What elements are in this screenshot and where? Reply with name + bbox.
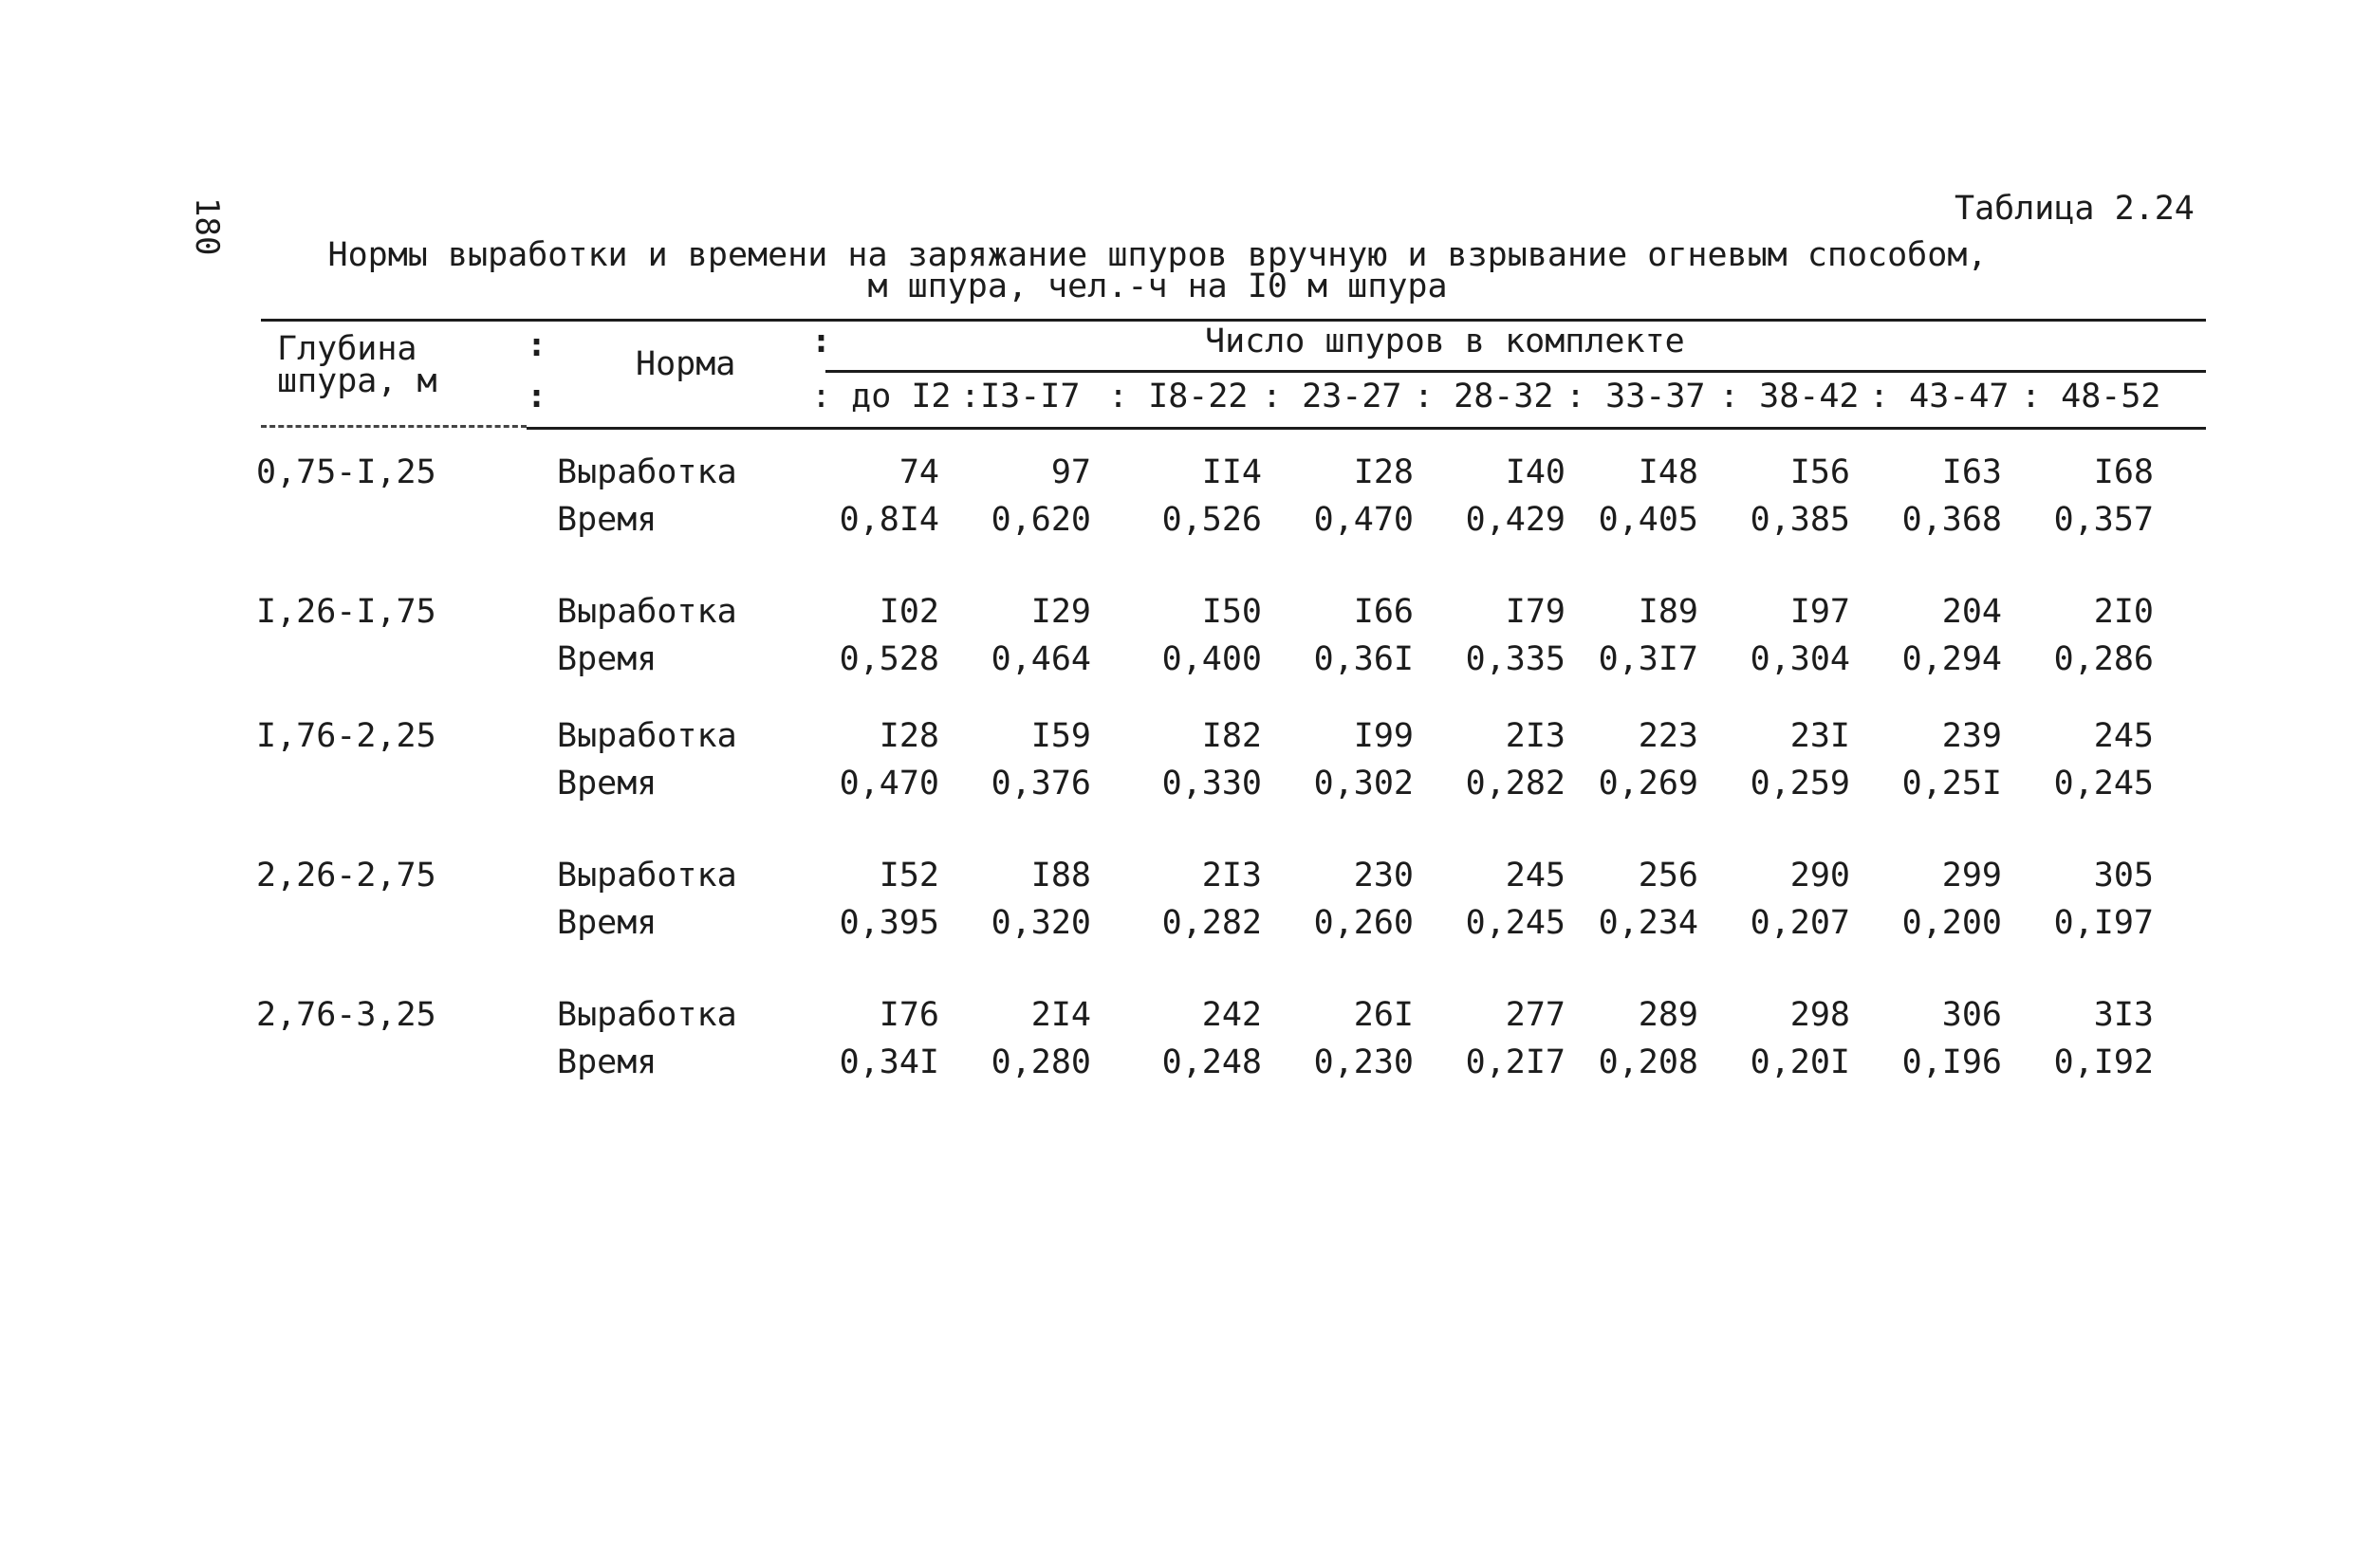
table-cell: 0,25I xyxy=(1901,765,2002,802)
table-cell: 0,400 xyxy=(1161,640,1262,678)
page-number: 180 xyxy=(188,197,226,256)
row-label-output: Выработка xyxy=(557,717,737,755)
table-cell: 0,3I7 xyxy=(1598,640,1698,678)
table-cell: 299 xyxy=(1941,857,2002,895)
row-label-time: Время xyxy=(557,640,658,678)
table-cell: II4 xyxy=(1201,453,1262,491)
table-cell: 0,304 xyxy=(1750,640,1850,678)
row-label-time: Время xyxy=(557,1043,658,1081)
shot-count-group-header: Число шпуров в комплекте xyxy=(1205,323,1685,360)
table-cell: 0,282 xyxy=(1465,765,1566,802)
table-cell: 245 xyxy=(2093,717,2154,755)
table-label: Таблица 2.24 xyxy=(1955,190,2195,228)
table-cell: 0,I96 xyxy=(1901,1043,2002,1081)
table-cell: 0,335 xyxy=(1465,640,1566,678)
depth-header-line-2: шпура, м xyxy=(277,362,437,400)
depth-header-line-1: Глубина xyxy=(277,330,417,368)
table-cell: 242 xyxy=(1201,996,1262,1034)
row-label-time: Время xyxy=(557,765,658,802)
table-cell: 0,526 xyxy=(1161,501,1262,539)
table-cell: 223 xyxy=(1638,717,1698,755)
table-cell: 0,330 xyxy=(1161,765,1262,802)
table-cell: I89 xyxy=(1638,593,1698,631)
column-header: : I8-22 xyxy=(1108,378,1249,415)
table-cell: 277 xyxy=(1505,996,1566,1034)
header-colon-separator: : xyxy=(527,326,547,364)
column-header: : 23-27 xyxy=(1262,378,1402,415)
table-cell: I02 xyxy=(879,593,939,631)
table-cell: 256 xyxy=(1638,857,1698,895)
table-cell: 74 xyxy=(899,453,939,491)
table-cell: 0,245 xyxy=(2053,765,2154,802)
table-cell: 2I3 xyxy=(1201,857,1262,895)
row-label-output: Выработка xyxy=(557,453,737,491)
column-header: : 38-42 xyxy=(1719,378,1860,415)
column-header: : 33-37 xyxy=(1566,378,1706,415)
table-cell: 3I3 xyxy=(2093,996,2154,1034)
table-cell: 0,368 xyxy=(1901,501,2002,539)
table-cell: I28 xyxy=(879,717,939,755)
table-cell: 0,36I xyxy=(1313,640,1414,678)
table-cell: 0,8I4 xyxy=(839,501,939,539)
depth-header-underline xyxy=(261,425,527,428)
table-cell: 0,620 xyxy=(991,501,1091,539)
table-cell: 26I xyxy=(1353,996,1414,1034)
table-cell: 0,464 xyxy=(991,640,1091,678)
column-header: : 28-32 xyxy=(1414,378,1554,415)
table-cell: 0,385 xyxy=(1750,501,1850,539)
table-cell: I59 xyxy=(1030,717,1091,755)
row-label-output: Выработка xyxy=(557,593,737,631)
table-cell: I99 xyxy=(1353,717,1414,755)
table-cell: 298 xyxy=(1789,996,1850,1034)
table-cell: I56 xyxy=(1789,453,1850,491)
header-colon-separator: : xyxy=(527,378,547,415)
table-cell: 305 xyxy=(2093,857,2154,895)
table-cell: 0,320 xyxy=(991,904,1091,942)
row-depth-cell: 2,26-2,75 xyxy=(256,857,436,895)
table-cell: 204 xyxy=(1941,593,2002,631)
table-cell: I79 xyxy=(1505,593,1566,631)
table-cell: I97 xyxy=(1789,593,1850,631)
table-cell: 0,207 xyxy=(1750,904,1850,942)
table-cell: 0,405 xyxy=(1598,501,1698,539)
table-cell: 0,230 xyxy=(1313,1043,1414,1081)
table-cell: 2I0 xyxy=(2093,593,2154,631)
table-cell: 0,245 xyxy=(1465,904,1566,942)
table-cell: I88 xyxy=(1030,857,1091,895)
table-cell: I76 xyxy=(879,996,939,1034)
table-cell: 0,2I7 xyxy=(1465,1043,1566,1081)
table-cell: I40 xyxy=(1505,453,1566,491)
norm-header: Норма xyxy=(636,345,736,383)
table-cell: 0,I97 xyxy=(2053,904,2154,942)
header-bottom-rule xyxy=(527,427,2206,430)
column-header: : 43-47 xyxy=(1869,378,2010,415)
row-label-time: Время xyxy=(557,904,658,942)
table-cell: 0,280 xyxy=(991,1043,1091,1081)
row-label-time: Время xyxy=(557,501,658,539)
table-cell: 0,248 xyxy=(1161,1043,1262,1081)
row-label-output: Выработка xyxy=(557,857,737,895)
table-cell: 0,470 xyxy=(839,765,939,802)
table-cell: 0,269 xyxy=(1598,765,1698,802)
table-cell: 23I xyxy=(1789,717,1850,755)
column-header: :I3-I7 xyxy=(960,378,1081,415)
table-cell: I28 xyxy=(1353,453,1414,491)
table-cell: I50 xyxy=(1201,593,1262,631)
table-cell: 0,286 xyxy=(2053,640,2154,678)
table-cell: I63 xyxy=(1941,453,2002,491)
table-cell: I68 xyxy=(2093,453,2154,491)
table-cell: 0,208 xyxy=(1598,1043,1698,1081)
table-cell: 239 xyxy=(1941,717,2002,755)
group-header-rule xyxy=(825,370,2206,373)
table-cell: 97 xyxy=(1050,453,1091,491)
table-cell: 306 xyxy=(1941,996,2002,1034)
row-depth-cell: I,26-I,75 xyxy=(256,593,436,631)
table-cell: 2I3 xyxy=(1505,717,1566,755)
table-cell: 0,I92 xyxy=(2053,1043,2154,1081)
table-cell: 0,376 xyxy=(991,765,1091,802)
table-cell: 230 xyxy=(1353,857,1414,895)
table-title-line-1: Нормы выработки и времени на заряжание шпуров вручную и взрывание огневым способом, xyxy=(327,236,1988,274)
table-cell: 2I4 xyxy=(1030,996,1091,1034)
table-cell: I52 xyxy=(879,857,939,895)
table-cell: 0,20I xyxy=(1750,1043,1850,1081)
table-cell: 0,282 xyxy=(1161,904,1262,942)
table-title-line-2: м шпура, чел.-ч на I0 м шпура xyxy=(867,267,1448,305)
row-depth-cell: 2,76-3,25 xyxy=(256,996,436,1034)
table-cell: 289 xyxy=(1638,996,1698,1034)
table-cell: 0,357 xyxy=(2053,501,2154,539)
table-cell: 0,294 xyxy=(1901,640,2002,678)
table-cell: 0,470 xyxy=(1313,501,1414,539)
table-cell: 245 xyxy=(1505,857,1566,895)
header-colon-separator: : xyxy=(811,323,832,360)
row-label-output: Выработка xyxy=(557,996,737,1034)
table-cell: 0,200 xyxy=(1901,904,2002,942)
table-cell: I82 xyxy=(1201,717,1262,755)
table-cell: 0,260 xyxy=(1313,904,1414,942)
column-header: : 48-52 xyxy=(2021,378,2161,415)
table-cell: 0,259 xyxy=(1750,765,1850,802)
table-cell: 0,234 xyxy=(1598,904,1698,942)
table-cell: 0,429 xyxy=(1465,501,1566,539)
row-depth-cell: 0,75-I,25 xyxy=(256,453,436,491)
table-cell: 0,302 xyxy=(1313,765,1414,802)
row-depth-cell: I,76-2,25 xyxy=(256,717,436,755)
table-cell: I29 xyxy=(1030,593,1091,631)
table-cell: 0,528 xyxy=(839,640,939,678)
table-cell: I48 xyxy=(1638,453,1698,491)
table-cell: 0,34I xyxy=(839,1043,939,1081)
table-cell: 290 xyxy=(1789,857,1850,895)
column-header: : до I2 xyxy=(811,378,952,415)
table-cell: I66 xyxy=(1353,593,1414,631)
table-cell: 0,395 xyxy=(839,904,939,942)
header-top-rule xyxy=(261,319,2206,322)
